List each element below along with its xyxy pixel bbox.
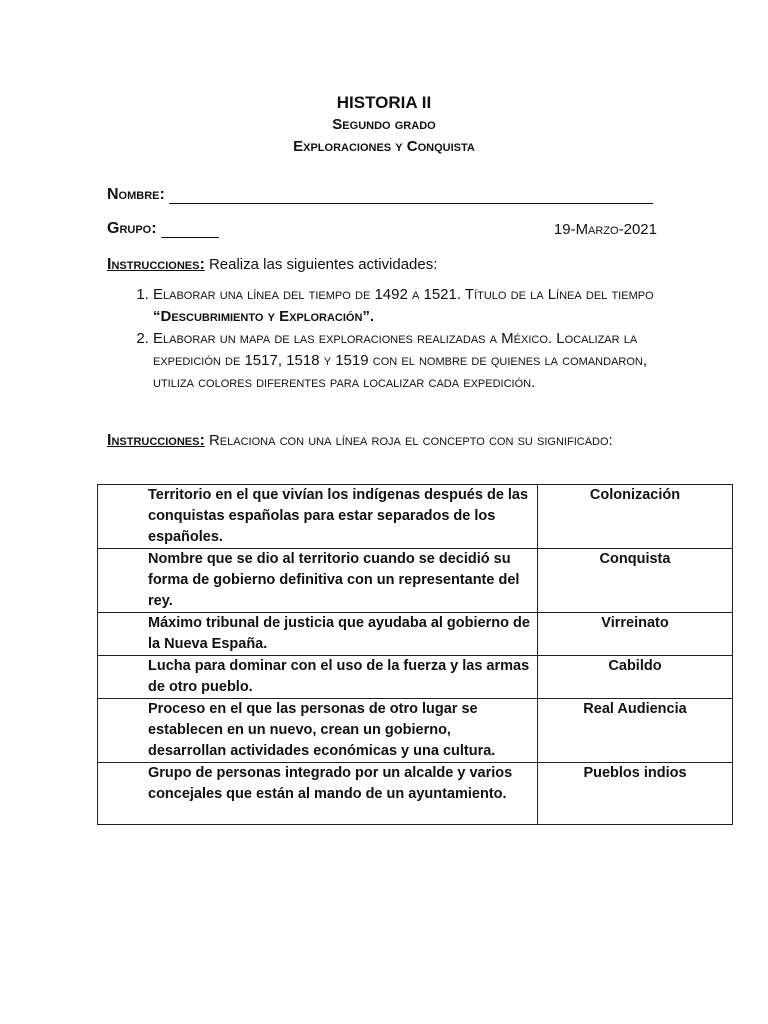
definition-cell: Lucha para dominar con el uso de la fuerza y las armas de otro pueblo. xyxy=(98,656,538,699)
table-row xyxy=(98,485,733,549)
instructions-text: Realiza las siguientes actividades: xyxy=(204,256,438,273)
concept-cell: Real Audiencia xyxy=(538,699,733,763)
matching-table xyxy=(97,484,733,825)
name-blank-line[interactable] xyxy=(169,189,653,204)
document-title: HISTORIA II xyxy=(336,93,432,112)
table-row xyxy=(98,763,733,825)
instructions-matching xyxy=(107,430,667,452)
concept-cell: Conquista xyxy=(538,549,733,613)
instructions-label: Instrucciones: xyxy=(107,432,205,449)
definition-cell: Grupo de personas integrado por un alcalde y varios concejales que están al mando de un ayuntamiento. xyxy=(98,763,538,825)
table-row xyxy=(98,656,733,699)
definition-cell: Territorio en el que vivían los indígenas después de las conquistas españolas para estar separados de los españoles. xyxy=(98,485,538,549)
table-row xyxy=(98,613,733,656)
activity-bold-title: “Descubrimiento y Exploración”. xyxy=(153,308,375,325)
date-day: 19- xyxy=(553,221,576,238)
activities-list xyxy=(127,284,673,394)
document-header xyxy=(0,92,768,158)
date xyxy=(554,221,657,238)
concept-cell: Pueblos indios xyxy=(538,763,733,825)
concept-cell: Virreinato xyxy=(538,613,733,656)
instructions-text: Relaciona con una línea roja el concepto con su significado: xyxy=(204,432,613,449)
group-blank-line[interactable] xyxy=(161,223,219,238)
table-row xyxy=(98,549,733,613)
activity-text: Elaborar una línea del tiempo de 1492 a 1521. Título de la Línea del tiempo xyxy=(153,286,654,303)
date-year: -2021 xyxy=(618,221,657,238)
activity-item xyxy=(153,284,673,328)
definition-cell: Máximo tribunal de justicia que ayudaba al gobierno de la Nueva España. xyxy=(98,613,538,656)
group-date-row xyxy=(107,220,657,238)
date-month: Marzo xyxy=(575,221,619,238)
group-label: Grupo: xyxy=(107,220,157,237)
instructions-activities xyxy=(107,254,667,276)
name-label: Nombre: xyxy=(107,186,165,203)
activity-text: Elaborar un mapa de las exploraciones realizadas a México. Localizar la expedición de 1517, 1518 y 1519 con el nombre de quienes la comandaron, utiliza colores diferentes para localizar cada expedición. xyxy=(153,330,648,391)
topic-subtitle: Exploraciones y Conquista xyxy=(293,138,475,155)
activity-item xyxy=(153,328,673,394)
table-row xyxy=(98,699,733,763)
definition-cell: Proceso en el que las personas de otro lugar se establecen en un nuevo, crean un gobierno, desarrollan actividades económicas y una cultura. xyxy=(98,699,538,763)
concept-cell: Colonización xyxy=(538,485,733,549)
concept-cell: Cabildo xyxy=(538,656,733,699)
grade-subtitle: Segundo grado xyxy=(332,116,436,133)
instructions-label: Instrucciones: xyxy=(107,256,205,273)
definition-cell: Nombre que se dio al territorio cuando se decidió su forma de gobierno definitiva con un representante del rey. xyxy=(98,549,538,613)
name-row xyxy=(107,186,657,204)
